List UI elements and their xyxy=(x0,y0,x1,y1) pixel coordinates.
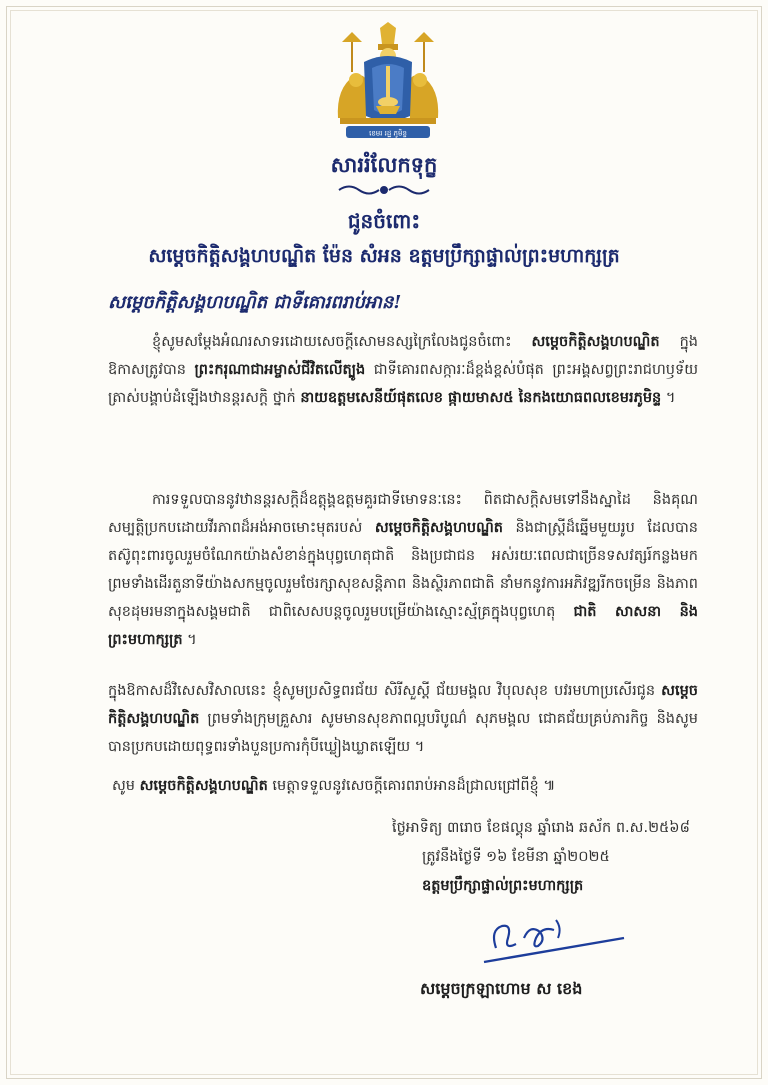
date-lunar: ថ្ងៃអាទិត្យ ៣រោច ខែផល្គុន ឆ្នាំរោង ឆស័ក ព.ស.២៥៦៨ xyxy=(392,820,690,836)
paragraph-2: ការទទួលបាននូវឋានន្តរសក្តិដ៏ឧត្តុង្គឧត្តមគួរជាទីមោទនៈនេះ ពិតជាសក្តិសមទៅនឹងស្នាដៃ និងគុណសម្បត្តិប្រកបដោយវីរភាពដ៏អង់អាចមោះមុតរបស់ សម្តេចកិត្តិសង្គហបណ្ឌិត និងជាស្ត្រីដ៏ឆ្នើមមួយរូប ដែលបានតស៊ូពុះពារចូលរួមចំណែកយ៉ាងសំខាន់ក្នុងបុព្វហេតុជាតិ និងប្រជាជន អស់រយៈពេលជាច្រើនទសវត្សរ៍កន្លងមក ព្រមទាំងដើរតួនាទីយ៉ាងសកម្មចូលរួមថែរក្សាសុខសន្តិភាព និងស្ថិរភាពជាតិ នាំមកនូវការអភិវឌ្ឍរីកចម្រើន និងភាពសុខដុមរមនាក្នុងសង្គមជាតិ ជាពិសេសបន្តចូលរួមបម្រើយ៉ាងស្មោះស្ម័គ្រក្នុងបុព្វហេតុ ជាតិ សាសនា និងព្រះមហាក្សត្រ ។ xyxy=(108,492,698,648)
letter-title: សាររំលែកទុក្ខ xyxy=(330,152,438,177)
recipient-line: សម្តេចកិត្តិសង្គហបណ្ឌិត ម៉ែន សំអន ឧត្តមប្រឹក្សាផ្ទាល់ព្រះមហាក្សត្រ xyxy=(148,245,620,267)
paragraph-3: ក្នុងឱកាសដ៏វិសេសវិសាលនេះ ខ្ញុំសូមប្រសិទ្ធពរជ័យ សិរីសួស្តី ជ័យមង្គល វិបុលសុខ បវរមហាប្រសើរជូន សម្តេចកិត្តិសង្គហបណ្ឌិត ព្រមទាំងក្រុមគ្រួសារ សូមមានសុខភាពល្អបរិបូណ៌ សុភមង្គល ជោគជ័យគ្រប់ភារកិច្ច និងសូមបានប្រកបដោយពុទ្ធពរទាំងបួនប្រការកុំបីឃ្លៀងឃ្លាតឡើយ ។ xyxy=(108,683,698,755)
paragraph-1: ខ្ញុំសូមសម្តែងអំណរសាទរដោយសេចក្តីសោមនស្សក្រៃលែងជូនចំពោះ សម្តេចកិត្តិសង្គហបណ្ឌិត ក្នុងឱកាសត្រូវបាន ព្រះករុណាជាអម្ចាស់ជីវិតលើត្បូង ជាទីគោរពសក្ការៈដ៏ខ្ពង់ខ្ពស់បំផុត ព្រះអង្គសព្វព្រះរាជហឫទ័យ ត្រាស់បង្គាប់ដំឡើងឋានន្តរសក្តិ ថ្នាក់ នាយឧត្តមសេនីយ៍ផុតលេខ ផ្កាយមាស៥ នៃកងយោធពលខេមរភូមិន្ទ ។ xyxy=(108,334,698,406)
to-label: ជូនចំពោះ xyxy=(347,209,421,233)
paragraph-4: សូម សម្តេចកិត្តិសង្គហបណ្ឌិត មេត្តាទទួលនូវសេចក្តីគោរពរាប់អានដ៏ជ្រាលជ្រៅពីខ្ញុំ ៕ xyxy=(112,778,556,794)
emblem-banner: ខេមរ រដ្ឋ ភូមិន្ទ xyxy=(369,129,407,138)
date-block xyxy=(392,814,732,901)
date-solar: ត្រូវនឹងថ្ងៃទី ១៦ ខែមីនា ឆ្នាំ២០២៥ xyxy=(422,849,610,865)
royal-coat-of-arms-icon xyxy=(332,22,444,140)
handwritten-signature xyxy=(472,908,632,968)
signer-name: សម្តេចក្រឡាហោម ស ខេង xyxy=(420,979,583,998)
ornament-divider-icon xyxy=(337,181,431,199)
sender-title: ឧត្តមប្រឹក្សាផ្ទាល់ព្រះមហាក្សត្រ xyxy=(422,878,584,894)
salutation: សម្តេចកិត្តិសង្គហបណ្ឌិត ជាទីគោរពរាប់អាន! xyxy=(108,292,402,313)
